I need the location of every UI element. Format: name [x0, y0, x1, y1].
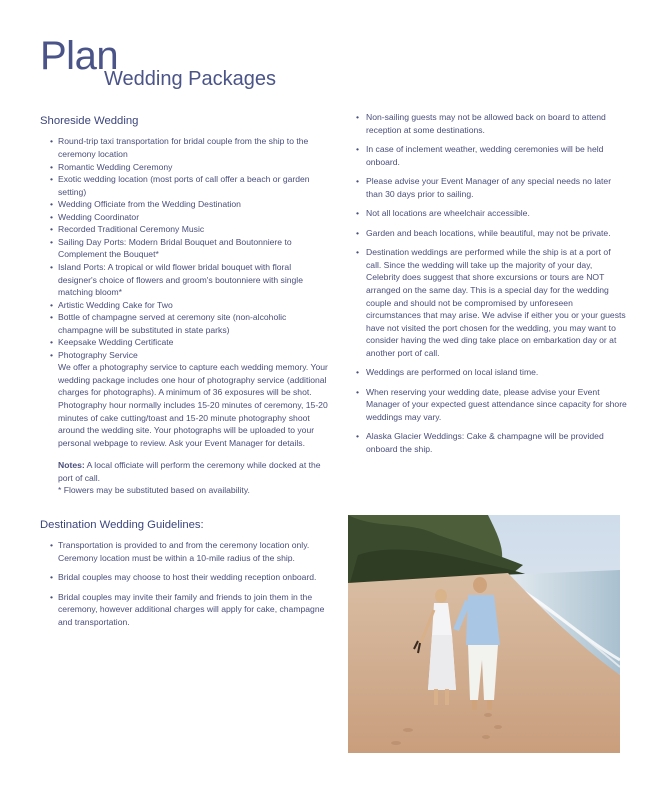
photography-description: We offer a photography service to capture each wedding memory. Your wedding package includes one hour of photography service (additional charges for photographs). A minimum of 36 exposures will be shot. Photography hour normally includes 15-20 minutes of ceremony, 15-20 minutes of cake cutting/toast and 15-20 minute photography shoot around the wedding site. Your photographs will be uploaded to your personal webpage to review. Ask your Event Manager for details.	[58, 362, 328, 448]
beach-photo-illustration	[348, 515, 620, 753]
notes-flowers: * Flowers may be substituted based on availability.	[58, 485, 250, 496]
list-item: • Round-trip taxi transportation for bridal couple from the ship to the ceremony location	[40, 135, 330, 160]
list-item: • Photography Service	[40, 349, 330, 362]
shoreside-list	[40, 135, 330, 361]
list-item: • Artistic Wedding Cake for Two	[40, 299, 330, 312]
list-item: • Bottle of champagne served at ceremony site (non-alcoholic champagne will be substituted in state parks)	[40, 311, 330, 336]
list-item: • Bridal couples may invite their family and friends to join them in the ceremony, however additional charges will apply for cake, champagne and transportation.	[40, 591, 330, 629]
list-item: • Alaska Glacier Weddings: Cake & champagne will be provided onboard the ship.	[356, 430, 628, 455]
list-item: • Weddings are performed on local island time.	[356, 366, 628, 379]
list-item: • Exotic wedding location (most ports of call offer a beach or garden setting)	[40, 173, 330, 198]
list-item: • Destination weddings are performed while the ship is at a port of call. Since the wedding will take up the majority of your day, Celebrity does suggest that shore excursions or tours are NOT arranged on the same day. This is a special day for the wedding couple and should not be compromised by unforeseen circumstances that may arise. We advise if either you or your guests have not visited the port chosen for the wedding, you may want to consider having the wed ding take place on embarkation day or at another port of call.	[356, 246, 628, 359]
page-subtitle: Wedding Packages	[104, 68, 276, 90]
list-item: • Recorded Traditional Ceremony Music	[40, 223, 330, 236]
guidelines-section	[40, 517, 330, 629]
list-item: • In case of inclement weather, wedding ceremonies will be held onboard.	[356, 143, 628, 168]
left-column	[40, 113, 330, 636]
list-item: • Wedding Officiate from the Wedding Destination	[40, 198, 330, 211]
list-item: • Bridal couples may choose to host their wedding reception onboard.	[40, 571, 330, 584]
list-item: • Transportation is provided to and from the ceremony location only. Ceremony location must be within a 10-mile radius of the ship.	[40, 539, 330, 564]
list-item: • Non-sailing guests may not be allowed back on board to attend reception at some destinations.	[356, 111, 628, 136]
list-item: • Sailing Day Ports: Modern Bridal Bouquet and Boutonniere to Complement the Bouquet*	[40, 236, 330, 261]
list-item: • Wedding Coordinator	[40, 211, 330, 224]
list-item: • When reserving your wedding date, please advise your Event Manager of your expected guest attendance since capacity for shore weddings may vary.	[356, 386, 628, 424]
list-item: • Please advise your Event Manager of any special needs no later than 30 days prior to sailing.	[356, 175, 628, 200]
list-item: • Island Ports: A tropical or wild flower bridal bouquet with floral designer's choice of flowers and groom's boutonniere with single matching bloom*	[40, 261, 330, 299]
right-list	[356, 111, 628, 456]
list-item: • Keepsake Wedding Certificate	[40, 336, 330, 349]
list-item: • Romantic Wedding Ceremony	[40, 161, 330, 174]
page-title: Plan	[40, 34, 119, 78]
beach-couple-photo	[348, 515, 620, 753]
right-column	[356, 111, 628, 463]
notes-text: A local officiate will perform the ceremony while docked at the port of call.	[58, 460, 321, 483]
guidelines-heading: Destination Wedding Guidelines:	[40, 518, 204, 531]
notes-label: Notes:	[58, 460, 85, 471]
list-item: • Garden and beach locations, while beautiful, may not be private.	[356, 227, 628, 240]
list-item: • Not all locations are wheelchair accessible.	[356, 207, 628, 220]
notes-block	[40, 459, 330, 497]
guidelines-list	[40, 539, 330, 628]
shoreside-heading: Shoreside Wedding	[40, 115, 139, 127]
